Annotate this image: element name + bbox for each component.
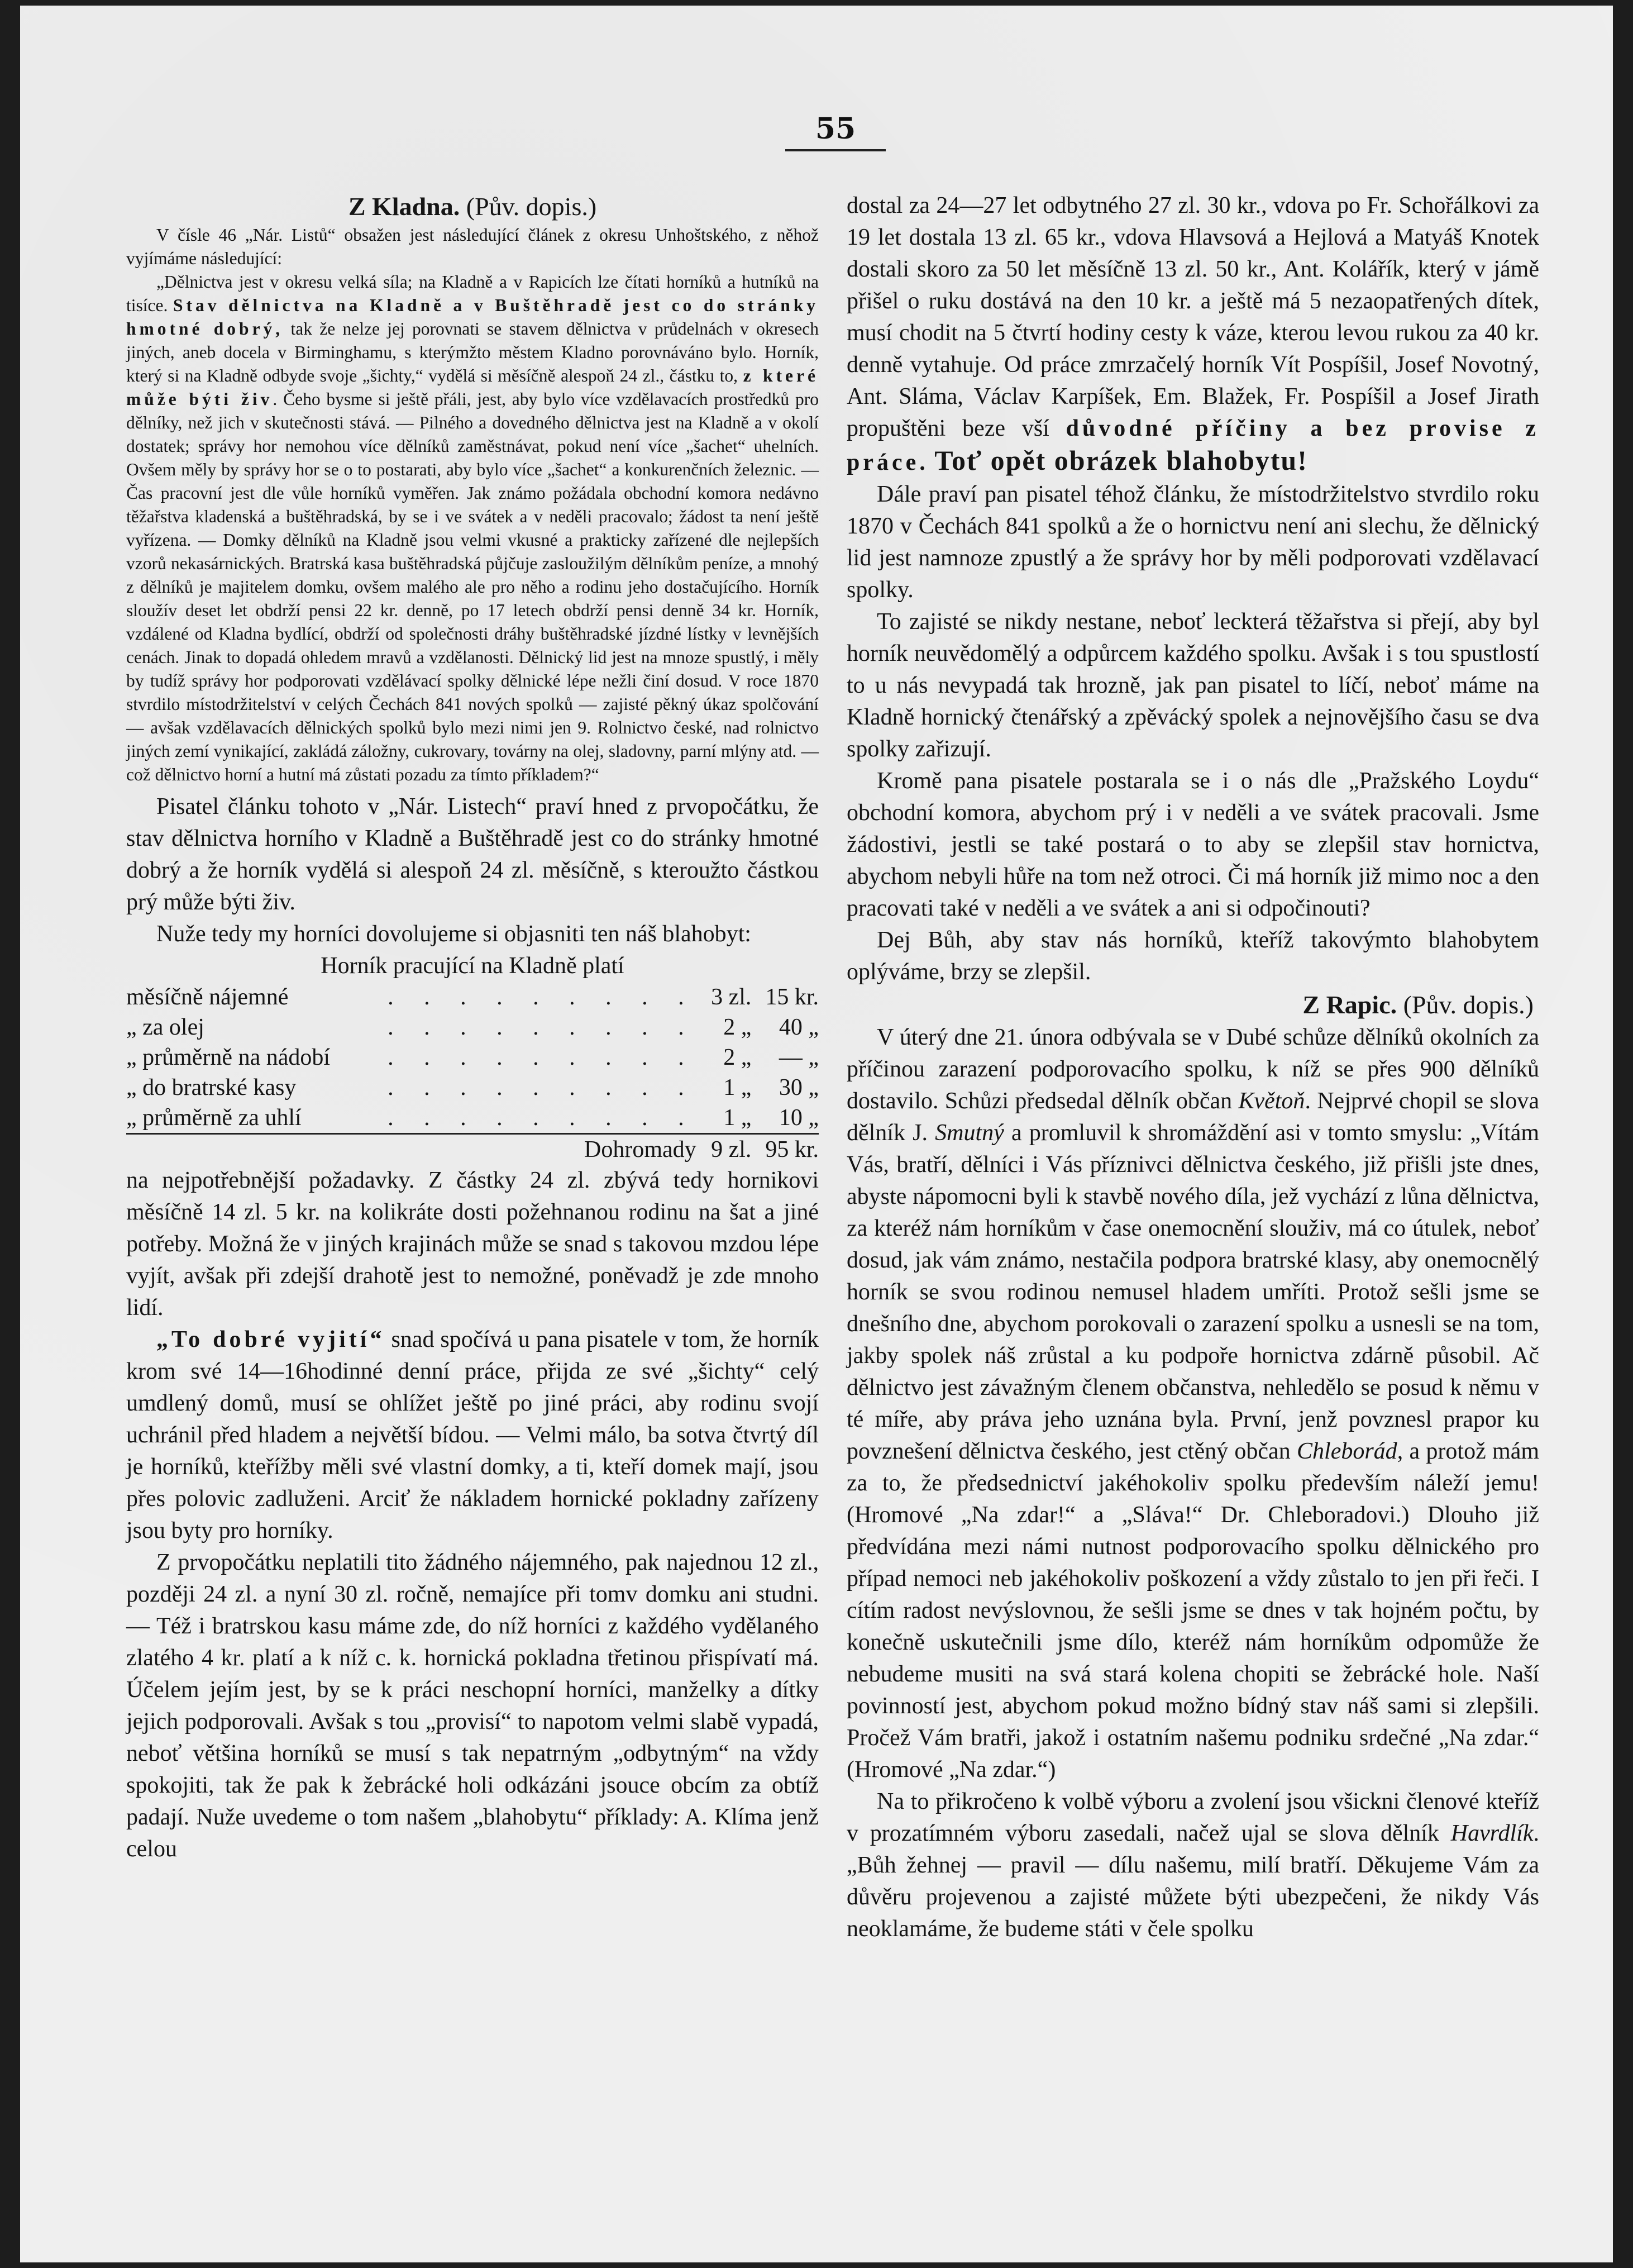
heading-title: Z Rapic. bbox=[1302, 990, 1397, 1019]
expense-kr: — „ bbox=[779, 1045, 819, 1070]
quoted-article bbox=[126, 270, 819, 787]
expense-table bbox=[126, 982, 819, 1165]
leader-dots: . . . . . . . . . bbox=[388, 1075, 696, 1100]
expense-total-row bbox=[126, 1134, 819, 1165]
article-heading-kladno bbox=[126, 190, 819, 223]
left-column bbox=[126, 190, 819, 1865]
paragraph bbox=[847, 1022, 1539, 1786]
paragraph-text: , a protož mám za to, že předsednictví jakéhokoliv spolku především náleží jemu! (Hromové „Na zdar!“ a „Sláva!“ Dr. Chleboradovi.) Dlouho již předvídána mezi námi nutnost podporovacího spolku dělnického pro případ nemoci neb jakéhokoliv poškození a vždy zůstalo to jen při řeči. I cítím radost nevýslovnou, že sešli jsme se dnes v tak hojném počtu, by konečně uskutečnili jsme dílo, kteréž nám horníkům odpomůže že nebudeme musiti na svá stará kolena chopiti se žebrácké hole. Naší povinností jest, abychom pokud možno bídný stav náš sami si zlepšili. Pročež Vám bratři, jakož i ostatním našemu podniku srdečné „Na zdar.“ (Hromové „Na zdar.“) bbox=[847, 1438, 1540, 1783]
expense-zl: 1 „ bbox=[723, 1105, 752, 1131]
paragraph-text: dostal za 24—27 let odbytného 27 zl. 30 kr., vdova po Fr. Schořálkovi za 19 let dostala 13 zl. 65 kr., vdova Hlavsová a Hejlová a Matyáš Knotek dostali skoro za 50 let měsíčně 13 zl. 50 kr., Ant. Kolářík, který v jámě přišel o ruku dostává na den 10 kr. a ještě má 5 nezaopatřených dítek, musí chodit na 5 čtvrtí hodiny cesty k váze, kterou levou rukou za 40 kr. denně vytahuje. Od práce zmrzačelý horník Vít Pospíšil, Josef Novotný, Ant. Sláma, Václav Karpíšek, Em. Blažek, Fr. Pospíšil a Josef Jirath propuštěni beze vší bbox=[847, 193, 1539, 441]
expense-row bbox=[126, 982, 819, 1012]
paragraph bbox=[847, 1786, 1539, 1945]
leader-dots: . . . . . . . . . bbox=[388, 984, 696, 1010]
spaced-phrase: důvodné příčiny a bez provise z práce. bbox=[847, 416, 1540, 475]
expense-kr: 40 „ bbox=[779, 1014, 819, 1040]
newspaper-page bbox=[20, 6, 1613, 2262]
quote-spaced-part: Stav dělnictva na Kladně a v Buštěhradě jest co do stránky hmotné dobrý, bbox=[126, 296, 819, 339]
paragraph-text: Na to přikročeno k volbě výboru a zvolení jsou všickni členové kteříž v prozatímném výboru zasedali, načež ujal se slova dělník bbox=[847, 1789, 1539, 1846]
quote-spaced-part: z které může býti živ bbox=[126, 366, 819, 409]
quote-part: tak že nelze jej porovnati se stavem dělnictva v průdelnách v okresech jiných, aneb docela v Birminghamu, s kterýmžto městem Kladno porovnáváno bylo. Horník, který si na Kladně odbyde svoje „šichty,“ vydělá si měsíčně alespoň 24 zl., částku to, bbox=[126, 319, 819, 385]
heading-subtitle: (Pův. dopis.) bbox=[1403, 990, 1534, 1019]
spaced-phrase: „To dobré vyjití“ bbox=[156, 1327, 385, 1352]
expense-kr: 30 „ bbox=[779, 1075, 819, 1100]
expense-zl: 1 „ bbox=[723, 1075, 752, 1100]
expense-table-title: Horník pracující na Kladně platí bbox=[321, 953, 624, 979]
total-label: Dohromady bbox=[388, 1134, 696, 1165]
paragraph: Z prvopočátku neplatili tito žádného nájemného, pak najednou 12 zl., později 24 zl. a nyní 30 zl. ročně, nemajíce při tomv domku ani studni. — Též i bratrskou kasu máme zde, do níž horníci z každého vydělaného zlatého 4 kr. platí a k níž c. k. hornická pokladna třetinou přispívatí má. Účelem jejím jest, by se k práci neschopní horníci, manželky a dítky jejich podporovali. Avšak s tou „provisí“ to napotom velmi slabě vypadá, neboť většina horníků se musí s tak nepatrným „odbytným“ na vždy spokojiti, tak že pak k žebrácké holi odkázáni jsouce obcím za obtíž padají. Nuže uvedeme o tom našem „blahobytu“ příklady: A. Klíma jenž celou bbox=[126, 1550, 819, 1862]
expense-zl: 3 zl. bbox=[711, 984, 752, 1010]
paragraph: Pisatel článku tohoto v „Nár. Listech“ praví hned z prvopočátku, že stav dělnictva horního v Kladně a Buštěhradě jest co do stránky hmotné dobrý a že horník vydělá si alespoň 24 zl. měsíčně, s kteroužto částkou prý může býti živ. bbox=[126, 794, 819, 915]
total-kr: 95 kr. bbox=[751, 1134, 819, 1165]
paragraph: Nuže tedy my horníci dovolujeme si objasniti ten náš blahobyt: bbox=[156, 921, 751, 947]
intro-paragraph: V čísle 46 „Nár. Listů“ obsažen jest následující článek z okresu Unhoštského, z něhož vyjímáme následující: bbox=[126, 225, 819, 268]
paragraph: Kromě pana pisatele postarala se i o nás dle „Pražského Loydu“ obchodní komora, abychom prý i v neděli a ve svátek pracovali. Jsme žádostivi, jestli se také postará o to aby se zlepšil stav hornictva, abychom nebyli hůře na tom než otroci. Či má horník již mimo noc a den pracovati také v neděli a ve svátek a ani si odpočinouti? bbox=[847, 768, 1539, 921]
expense-zl: 2 „ bbox=[723, 1045, 752, 1070]
expense-label: „ za olej bbox=[126, 1014, 204, 1040]
leader-dots: . . . . . . . . . bbox=[388, 1014, 696, 1040]
leader-dots: . . . . . . . . . bbox=[388, 1045, 696, 1070]
name-italic: Chleborád bbox=[1297, 1438, 1397, 1464]
page-number: 55 bbox=[785, 112, 886, 151]
paragraph-text: . Nejprvé chopil se slova dělník J. bbox=[847, 1088, 1540, 1146]
paragraph-text: snad spočívá u pana pisatele v tom, že horník krom své 14—16hodinné denní práce, přijda ze své „šichty“ celý umdlený domů, musí se ohlížet ještě po jiné práci, aby rodinu svojí uchránil před hladem a největší bídou. — Velmi málo, ba sotva čtvrtý díl je horníků, kteřížby měli své vlastní domky, a ti, kteří domek mají, jsou přes polovic zadluženi. Arciť že nákladem hornické pokladny zařízeny jsou byty pro horníky. bbox=[126, 1327, 819, 1543]
emphasis-phrase: Toť opět obrázek blahobytu! bbox=[934, 445, 1308, 476]
expense-label: „ do bratrské kasy bbox=[126, 1075, 297, 1100]
expense-row bbox=[126, 1042, 819, 1073]
expense-label: „ průměrně na nádobí bbox=[126, 1045, 331, 1070]
paragraph-text: . „Bůh žehnej — pravil — dílu našemu, milí bratří. Děkujeme Vám za důvěru projevenou a zajisté můžete býti ubezpečeni, že nikdy Vás neoklamáme, že budeme státi v čele spolku bbox=[847, 1821, 1539, 1942]
paragraph: To zajisté se nikdy nestane, neboť leckterá těžařstva si přejí, aby byl horník neuvědomělý a odpůrcem každého spolku. Avšak i s tou spustlostí to u nás nevypadá tak hrozně, jak pan pisatel to líčí, neboť máme na Kladně hornický čtenářský a zpěvácký spolek a nejnovějšího času se dva spolky zařizují. bbox=[847, 609, 1539, 762]
expense-label: měsíčně nájemné bbox=[126, 984, 289, 1010]
paragraph: Dej Bůh, aby stav nás horníků, kteříž takovýmto blahobytem oplýváme, brzy se zlepšil. bbox=[847, 927, 1539, 985]
expense-row bbox=[126, 1103, 819, 1134]
paragraph bbox=[126, 1324, 819, 1547]
name-italic: Smutný bbox=[935, 1120, 1004, 1146]
paragraph-text: V úterý dne 21. února odbývala se v Dubé schůze dělníků okolních za příčinou zarazení podporovacího spolku, k níž se přes 900 dělníků dostavilo. Schůzi předsedal dělník občan bbox=[847, 1025, 1539, 1114]
right-column bbox=[847, 190, 1539, 1945]
expense-zl: 2 „ bbox=[723, 1014, 752, 1040]
expense-row bbox=[126, 1073, 819, 1103]
article-heading-rapice bbox=[847, 988, 1539, 1022]
total-spacer bbox=[126, 1134, 388, 1165]
expense-row bbox=[126, 1012, 819, 1042]
expense-kr: 15 kr. bbox=[765, 984, 819, 1010]
heading-subtitle: (Pův. dopis.) bbox=[466, 192, 597, 221]
expense-label: „ průměrně za uhlí bbox=[126, 1105, 302, 1131]
quote-part: „Dělnictva jest v okresu velká síla; na Kladně a v Rapicích lze čítati horníků a hutníků na tisíce. bbox=[126, 272, 819, 315]
heading-title: Z Kladna. bbox=[348, 192, 460, 221]
expense-kr: 10 „ bbox=[779, 1105, 819, 1131]
name-italic: Květoň bbox=[1238, 1088, 1305, 1114]
paragraph: na nejpotřebnější požadavky. Z částky 24 zl. zbývá tedy hornikovi měsíčně 14 zl. 5 kr. na kolikráte dosti požehnanou rodinu na šat a jiné potřeby. Možná že v jiných krajinách může se snad s takovou mzdou lépe vyjít, avšak při zdejší drahotě jest to nemožné, poněvadž je zde mnoho lidí. bbox=[126, 1168, 819, 1321]
total-zl: 9 zl. bbox=[696, 1134, 752, 1165]
paragraph bbox=[847, 190, 1539, 479]
name-italic: Havrdlík bbox=[1450, 1821, 1534, 1846]
leader-dots: . . . . . . . . . bbox=[388, 1105, 696, 1131]
quote-part: . Čeho bysme si ještě přáli, jest, aby bylo více vzdělavacích prostředků pro dělníky, než jich v skutečnosti stává. — Pilného a dovedného dělnictva jest na Kladně a v okolí dostatek; správy hor nemohou více dělníků zaměstnávat, pokud není více „šachet“ uhelních. Ovšem měly by správy hor se o to postarati, aby bylo více „šachet“ a konkurenčních železnic. — Čas pracovní jest dle vůle horníků vyměřen. Jak známo požádala obchodní komora nedávno těžařstva kladenská a buštěhradská, by se i ve svátek a v neděli pracovalo; žádost ta není ještě vyřízena. — Domky dělníků na Kladně jsou velmi vkusné a prakticky zařízené dle nejlepších vzorů nekasárnických. Bratrská kasa buštěhradská půjčuje zasloužilým dělníkům peníze, a mnohý z dělníků je majitelem domku, ovšem malého ale pro něho a rodinu jeho dostačujícího. Horník sloužív deset let obdrží pensi 22 kr. denně, po 17 letech obdrží pensi denně 34 kr. Horník, vzdálené od Kladna bydlící, obdrží od společnosti dráhy buštěhradské jízdné lístky v levnějších cenách. Jinak to dopadá ohledem mravů a vzdělanosti. Dělnický lid jest na mnoze spustlý, i měly by tudíž správy hor podporovati vzdělávací spolky dělnické lépe nežli činí dosud. V roce 1870 stvrdilo místodržitelství v celých Čechách 841 nových spolků — zajisté pěkný úkaz spolčování — avšak vzdělavacích dělnických spolků bylo mezi nimi jen 9. Rolnictvo české, nad rolnictvo jiných zemí vynikající, zakládá záložny, cukrovary, továrny na olej, sladovny, parní mlýny atd. — což dělnictvo horní a hutní má zůstati pozadu za tímto příkladem?“ bbox=[126, 389, 819, 784]
paragraph: Dále praví pan pisatel téhož článku, že místodržitelstvo stvrdilo roku 1870 v Čechách 841 spolků a že o hornictvu není ani slechu, že dělnický lid jest namnoze zpustlý a že správy hor by měli podporovati vzdělavací spolky. bbox=[847, 482, 1539, 603]
paragraph-text: a promluvil k shromáždění asi v tomto smyslu: „Vítám Vás, bratří, dělníci i Vás příznivci dělnictva českého, již přišli jste dnes, abyste nápomocni byli k stavbě nového díla, jež vychází z lůna dělnictva, za kteréž nám horníkům v čase onemocnění slouživ, má co útulek, neboť dosud, jak vám známo, nestačila podpora bratrské klasy, aby onemocnělý horník se svou rodinou nemusel hladem umříti. Protož sešli jsme se dnešního dne, abychom porokovali o zarazení spolku a usnesli se na tom, jakby spolek náš zrůstal a ku podpoře hornictva zdárně působil. Ač dělnictvo jest závažným členem občanstva, nehledělo se posud k němu v té míře, aby práva jeho uznána byla. První, jenž povznesl prapor ku povznešení dělnictva českého, jest ctěný občan bbox=[847, 1120, 1540, 1464]
